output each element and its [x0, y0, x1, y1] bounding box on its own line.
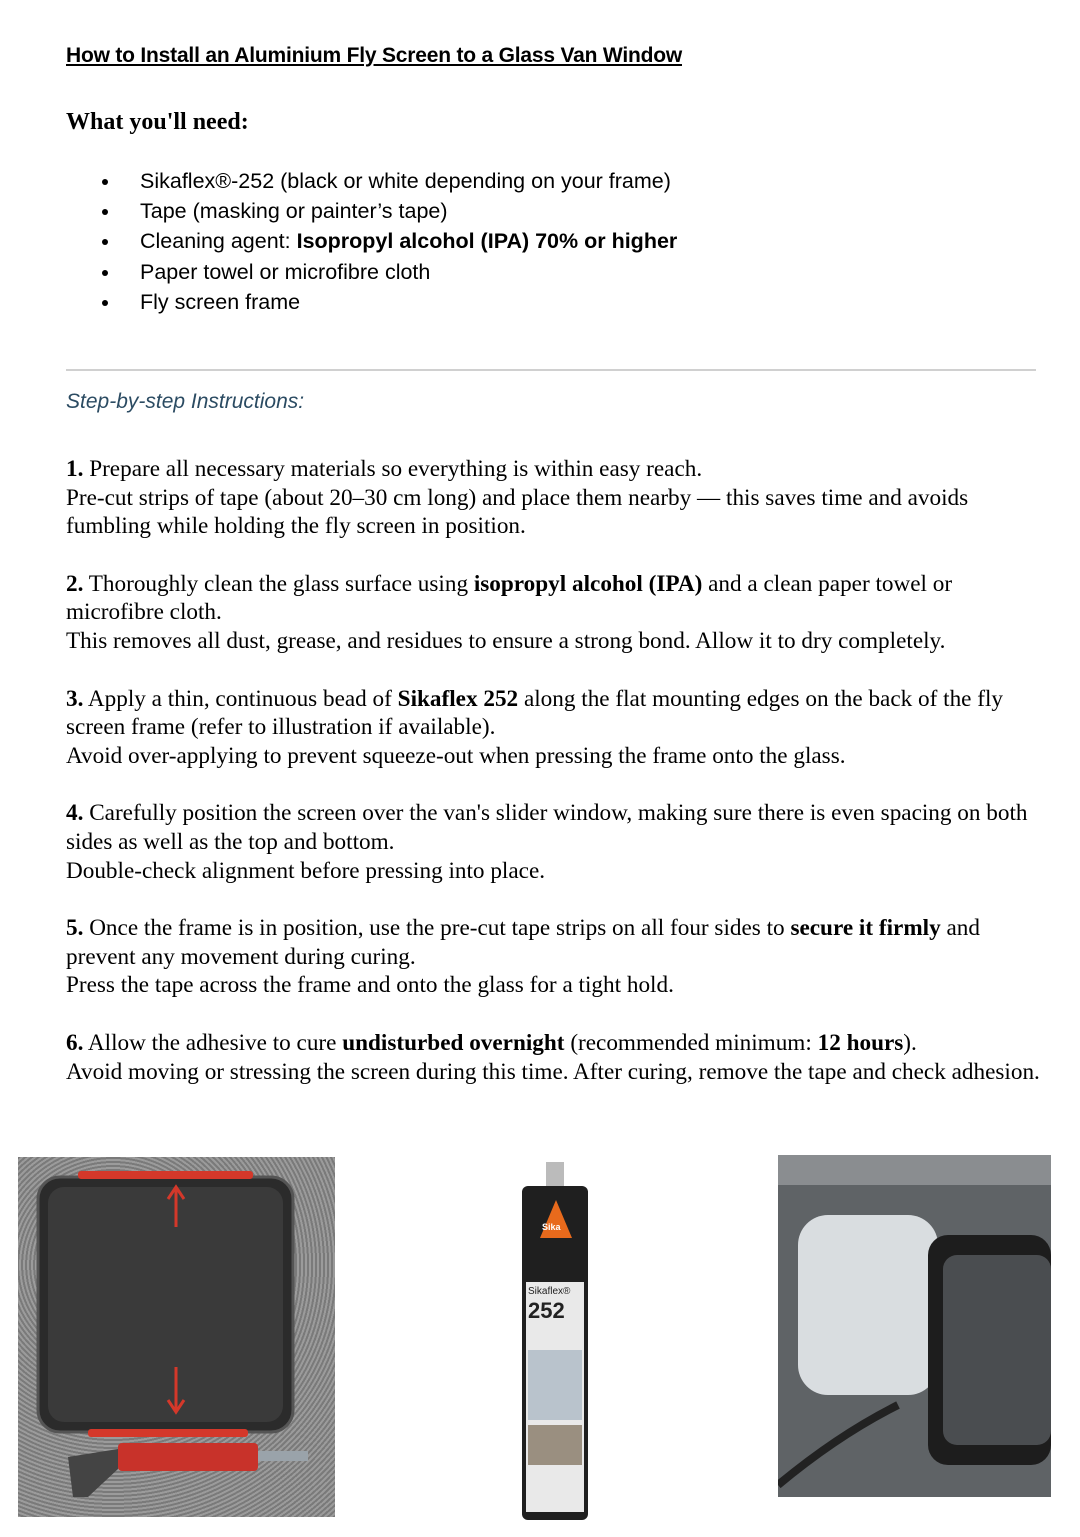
page-title: How to Install an Aluminium Fly Screen to a Glass Van Window	[66, 44, 682, 67]
step-line: 5. Once the frame is in position, use the pre-cut tape strips on all four sides to secure it firmly and prevent any movement during curing.	[66, 915, 980, 970]
step-line: Pre-cut strips of tape (about 20–30 cm long) and place them nearby — this saves time and avoids fumbling while holding the fly screen in position.	[66, 484, 969, 540]
bullet-icon	[102, 300, 108, 306]
step-3	[66, 685, 1051, 771]
step-line: 1. Prepare all necessary materials so everything is within easy reach.	[66, 456, 703, 482]
divider	[66, 369, 1036, 371]
step-4	[66, 799, 1051, 885]
steps-list	[66, 455, 1051, 1115]
tube-logo: Sika	[542, 1222, 561, 1232]
photo-fly-screen-frame	[18, 1157, 335, 1517]
bullet-icon	[102, 270, 108, 276]
needs-list	[96, 166, 677, 317]
photo-sikaflex-tube	[500, 1160, 612, 1522]
step-1	[66, 455, 1051, 541]
list-item: Tape (masking or painter’s tape)	[96, 196, 677, 226]
list-item: Fly screen frame	[96, 287, 677, 317]
needs-heading: What you'll need:	[66, 109, 249, 135]
instructions-heading: Step-by-step Instructions:	[66, 390, 305, 413]
step-line: Avoid over-applying to prevent squeeze-out when pressing the frame onto the glass.	[66, 742, 846, 769]
step-line: This removes all dust, grease, and residues to ensure a strong bond. Allow it to dry completely.	[66, 627, 946, 654]
tube-brand: Sikaflex®	[528, 1286, 571, 1297]
step-5	[66, 914, 1051, 1000]
step-6	[66, 1029, 1051, 1086]
bullet-icon	[102, 239, 108, 245]
step-line: 3. Apply a thin, continuous bead of Sikaflex 252 along the flat mounting edges on the back of the fly screen frame (refer to illustration if available).	[66, 685, 1004, 741]
list-item: Sikaflex®-252 (black or white depending on your frame)	[96, 166, 677, 196]
bullet-icon	[102, 209, 108, 215]
step-line: Avoid moving or stressing the screen during this time. After curing, remove the tape and check adhesion.	[66, 1058, 1040, 1085]
step-2	[66, 570, 1051, 656]
step-line: 4. Carefully position the screen over the van's slider window, making sure there is even spacing on both sides as well as the top and bottom.	[66, 800, 1028, 855]
tube-number: 252	[528, 1298, 565, 1323]
step-line: 2. Thoroughly clean the glass surface using isopropyl alcohol (IPA) and a clean paper towel or microfibre cloth.	[66, 570, 953, 626]
step-line: Double-check alignment before pressing into place.	[66, 857, 546, 884]
list-item: Cleaning agent: Isopropyl alcohol (IPA) 70% or higher	[96, 226, 677, 256]
step-line: Press the tape across the frame and onto the glass for a tight hold.	[66, 972, 674, 999]
bullet-icon	[102, 179, 108, 185]
list-item: Paper towel or microfibre cloth	[96, 257, 677, 287]
step-line: 6. Allow the adhesive to cure undisturbed overnight (recommended minimum: 12 hours).	[66, 1029, 917, 1056]
photo-installed-screen	[778, 1155, 1051, 1497]
